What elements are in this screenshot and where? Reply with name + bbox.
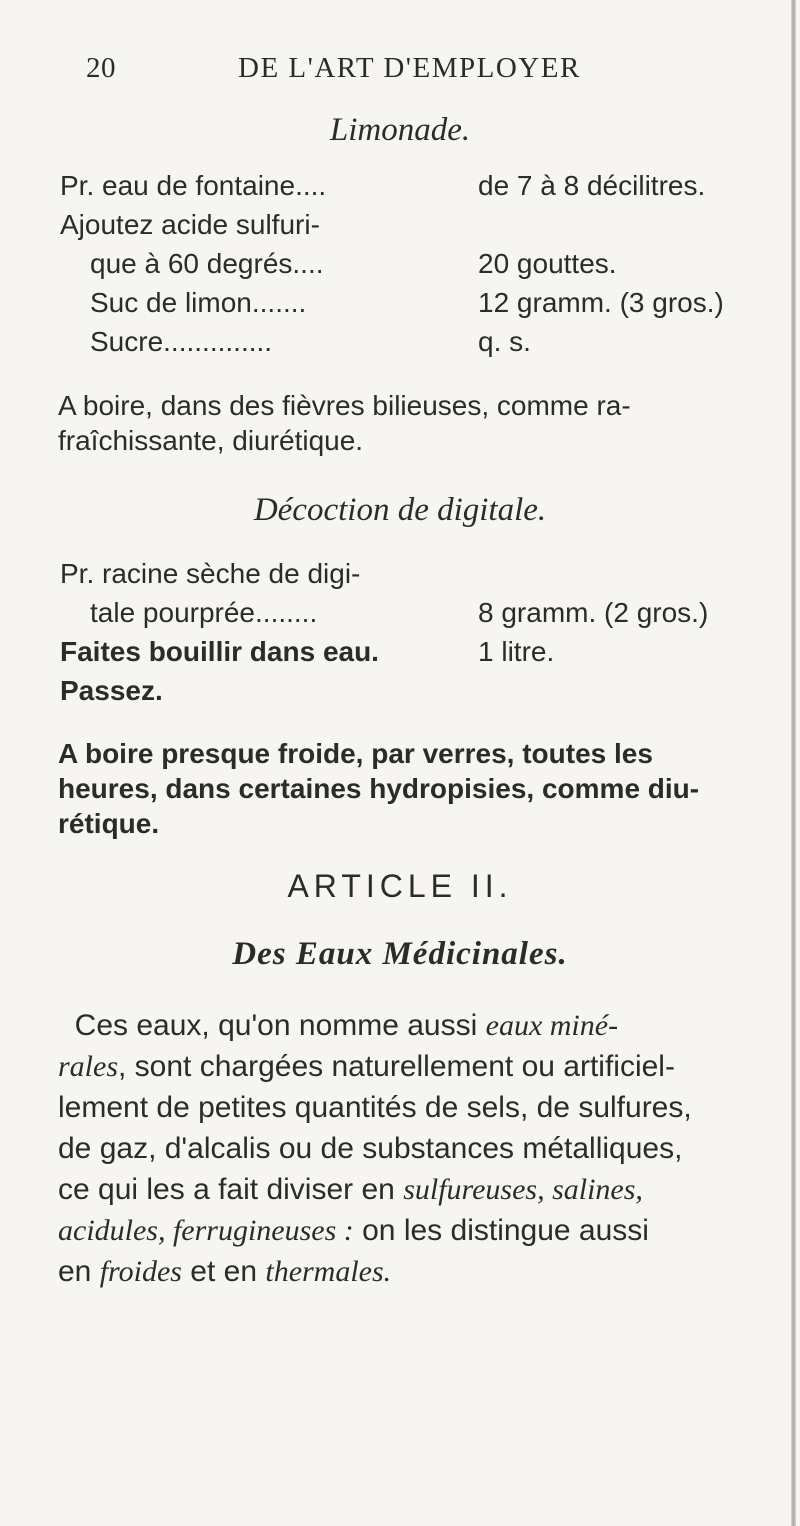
paragraph-line <box>58 1210 783 1251</box>
quantity: de 7 à 8 décilitres. <box>478 170 706 201</box>
ingredient: Pr. eau de fontaine.... <box>60 170 327 201</box>
italic-run: thermales. <box>265 1255 392 1288</box>
text-run: Ces eaux, qu'on nomme aussi <box>74 1009 486 1042</box>
paragraph-line <box>58 1251 783 1292</box>
note-line: A boire, dans des fièvres bilieuses, comme ra- <box>58 390 631 421</box>
article-paragraph <box>58 1005 783 1292</box>
italic-run: sulfureuses, salines, <box>403 1173 643 1206</box>
ingredient: Sucre.............. <box>90 326 273 357</box>
quantity: q. s. <box>478 326 531 357</box>
paragraph-line <box>58 1169 783 1210</box>
paragraph-line <box>58 1005 783 1046</box>
text-run: en <box>58 1255 100 1288</box>
page-number: 20 <box>86 52 116 84</box>
italic-run: eaux miné- <box>485 1009 619 1042</box>
quantity: 8 gramm. (2 gros.) <box>478 597 709 628</box>
note-line: rétique. <box>58 808 160 839</box>
quantity: 1 litre. <box>478 636 555 667</box>
usage-note <box>58 388 783 458</box>
ingredient: Ajoutez acide sulfuri- <box>60 209 320 240</box>
ingredient: que à 60 degrés.... <box>90 248 324 279</box>
ingredient: tale pourprée........ <box>90 597 318 628</box>
article-subtitle: Des Eaux Médicinales. <box>232 936 568 972</box>
italic-run: rales <box>58 1050 118 1083</box>
text-run: on les distingue aussi <box>353 1214 649 1247</box>
paragraph-line: lement de petites quantités de sels, de sulfures, <box>58 1091 692 1124</box>
instruction: Passez. <box>60 675 163 706</box>
usage-note <box>58 736 783 841</box>
italic-run: froides <box>99 1255 182 1288</box>
page-header <box>86 52 646 92</box>
article-heading: ARTICLE II. <box>287 868 513 904</box>
instruction: Faites bouillir dans eau. <box>60 636 379 667</box>
note-line: fraîchissante, diurétique. <box>58 425 364 456</box>
text-run: et en <box>181 1255 266 1288</box>
italic-run: acidules, ferrugineuses : <box>58 1214 354 1247</box>
text-run: ce qui les a fait diviser en <box>58 1173 404 1206</box>
note-line: heures, dans certaines hydropisies, comme diu- <box>58 773 700 804</box>
ingredient: Pr. racine sèche de digi- <box>60 558 361 589</box>
running-head: DE L'ART D'EMPLOYER <box>238 52 581 84</box>
quantity: 12 gramm. (3 gros.) <box>478 287 724 318</box>
paragraph-line: de gaz, d'alcalis ou de substances métalliques, <box>58 1132 683 1165</box>
text-run: , sont chargées naturellement ou artificiel- <box>118 1050 675 1083</box>
quantity: 20 gouttes. <box>478 248 617 279</box>
section-title-limonade: Limonade. <box>329 112 471 148</box>
ingredient: Suc de limon....... <box>90 287 307 318</box>
section-title-decoction: Décoction de digitale. <box>253 492 547 528</box>
note-line: A boire presque froide, par verres, toutes les <box>58 738 653 769</box>
page-edge <box>791 0 796 1526</box>
paragraph-line <box>58 1046 783 1087</box>
